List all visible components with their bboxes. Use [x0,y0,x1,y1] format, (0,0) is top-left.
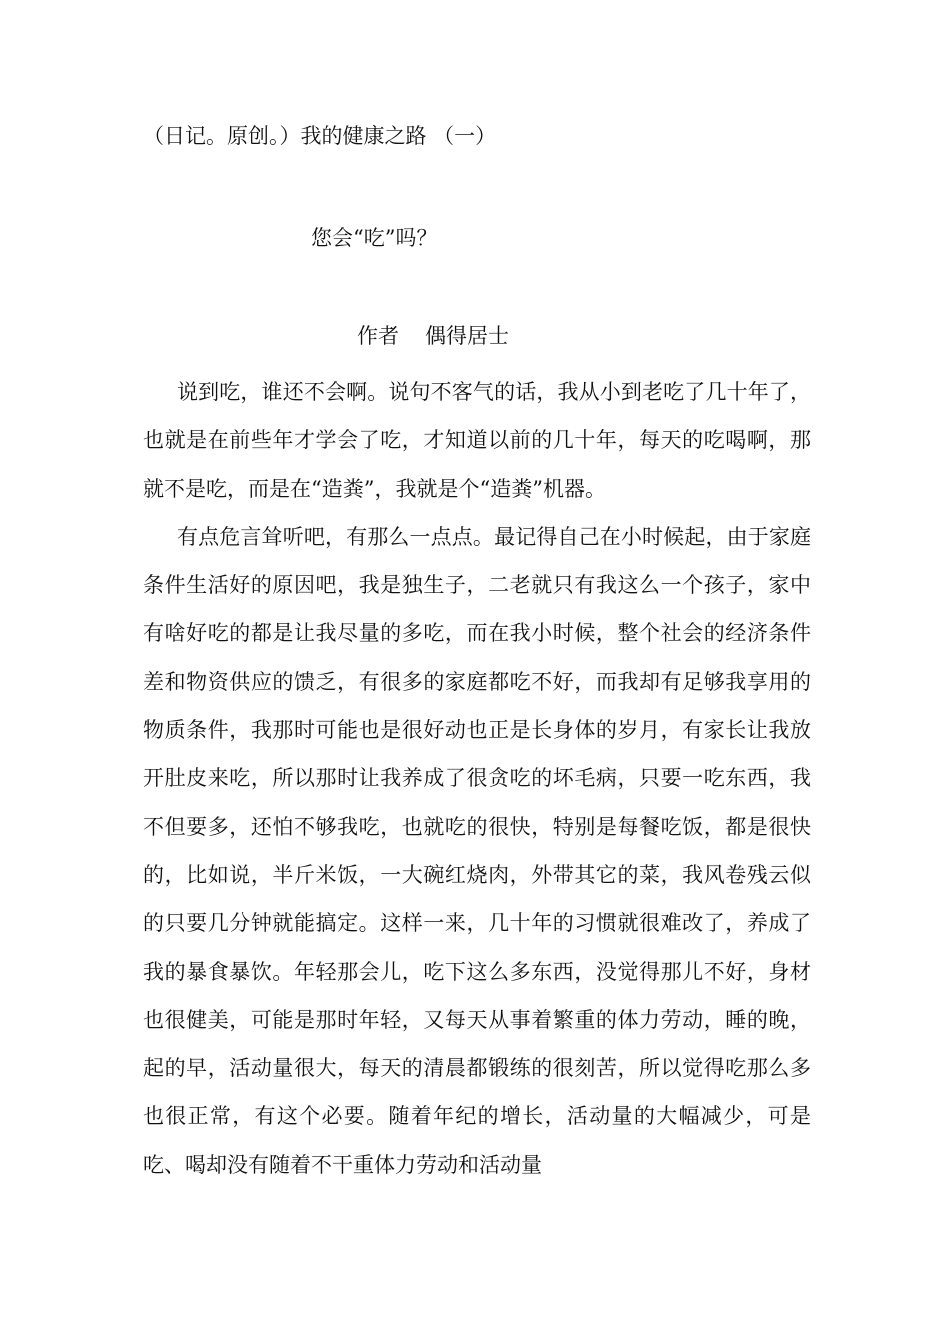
author-line [357,321,509,351]
paragraph: 有点危言耸听吧，有那么一点点。最记得自己在小时候起，由于家庭条件生活好的原因吧，我是独生子，二老就只有我这么一个孩子，家中有啥好吃的都是让我尽量的多吃，而在我小时候，整个社会的经济条件差和物资供应的馈乏，有很多的家庭都吃不好，而我却有足够我享用的物质条件，我那时可能也是很好动也正是长身体的岁月，有家长让我放开肚皮来吃，所以那时让我养成了很贪吃的坏毛病，只要一吃东西，我不但要多，还怕不够我吃，也就吃的很快，特别是每餐吃饭，都是很快的，比如说，半斤米饭，一大碗红烧肉，外带其它的菜，我风卷残云似的只要几分钟就能搞定。这样一来，几十年的习惯就很难改了，养成了我的暴食暴饮。年轻那会儿，吃下这么多东西，没觉得那儿不好，身材也很健美，可能是那时年轻，又每天从事着繁重的体力劳动，睡的晚，起的早，活动量很大，每天的清晨都锻练的很刻苦，所以觉得吃那么多也很正常，有这个必要。随着年纪的增长，活动量的大幅减少，可是吃、喝却没有随着不干重体力劳动和活动量 [143,524,811,1177]
body-text [143,368,811,1189]
author-label: 作者 [357,324,399,348]
document-subtitle: 您会“吃”吗？ [311,226,438,250]
paragraph: 说到吃，谁还不会啊。说句不客气的话，我从小到老吃了几十年了，也就是在前些年才学会了吃，才知道以前的几十年，每天的吃喝啊，那就不是吃，而是在“造粪”，我就是个“造粪”机器。 [143,380,811,501]
document-heading: （日记。原创。）我的健康之路 （一） [143,124,497,148]
author-name: 偶得居士 [425,324,509,348]
